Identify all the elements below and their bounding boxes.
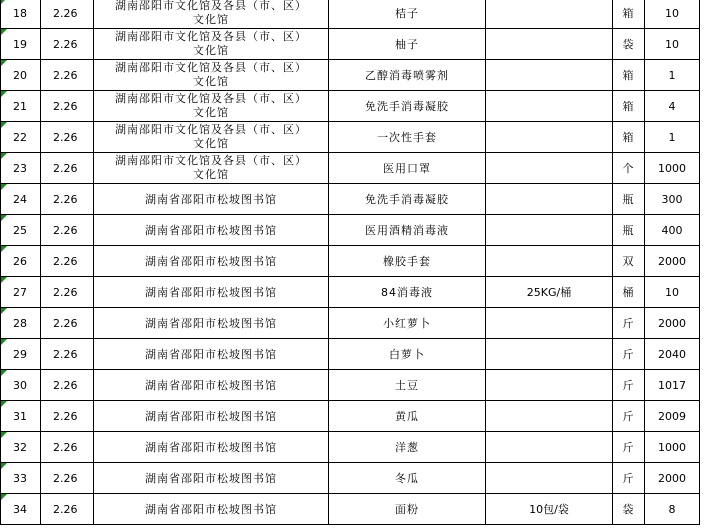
cell-qty[interactable]: 2000 xyxy=(645,308,700,339)
cell-date[interactable]: 2.26 xyxy=(41,339,94,370)
cell-qty[interactable]: 10 xyxy=(645,277,700,308)
cell-no[interactable] xyxy=(1,308,41,339)
cell-item[interactable]: 白萝卜 xyxy=(329,339,486,370)
cell-spec[interactable] xyxy=(486,60,613,91)
comment-marker-icon xyxy=(1,246,7,252)
cell-spec[interactable] xyxy=(486,370,613,401)
cell-unit[interactable] xyxy=(94,60,329,91)
cell-date[interactable]: 2.26 xyxy=(41,153,94,184)
row-number: 30 xyxy=(13,378,27,392)
cell-uom[interactable]: 斤 xyxy=(613,401,645,432)
cell-unit[interactable] xyxy=(94,91,329,122)
cell-item[interactable]: 免洗手消毒凝胶 xyxy=(329,91,486,122)
comment-marker-icon xyxy=(1,91,7,97)
cell-uom[interactable]: 斤 xyxy=(613,370,645,401)
unit-line-1: 湖南邵阳市文化馆及各县（市、区） xyxy=(115,123,307,136)
cell-spec[interactable] xyxy=(486,339,613,370)
cell-item[interactable]: 柚子 xyxy=(329,29,486,60)
cell-no[interactable] xyxy=(1,277,41,308)
cell-spec[interactable] xyxy=(486,246,613,277)
cell-unit[interactable]: 湖南省邵阳市松坡图书馆 xyxy=(94,277,329,308)
cell-item[interactable]: 一次性手套 xyxy=(329,122,486,153)
cell-date[interactable]: 2.26 xyxy=(41,246,94,277)
cell-no[interactable] xyxy=(1,0,41,29)
unit-line-1: 湖南邵阳市文化馆及各县（市、区） xyxy=(115,0,307,12)
comment-marker-icon xyxy=(1,122,7,128)
cell-no[interactable] xyxy=(1,91,41,122)
comment-marker-icon xyxy=(1,370,7,376)
cell-spec[interactable] xyxy=(486,463,613,494)
cell-spec[interactable] xyxy=(486,184,613,215)
cell-no[interactable] xyxy=(1,339,41,370)
cell-no[interactable] xyxy=(1,122,41,153)
row-number: 23 xyxy=(13,161,27,175)
cell-date[interactable]: 2.26 xyxy=(41,308,94,339)
cell-item[interactable]: 洋葱 xyxy=(329,432,486,463)
table-row[interactable] xyxy=(1,91,700,122)
unit-line-1: 湖南邵阳市文化馆及各县（市、区） xyxy=(115,92,307,105)
cell-uom[interactable]: 个 xyxy=(613,153,645,184)
cell-spec[interactable] xyxy=(486,308,613,339)
cell-unit[interactable] xyxy=(94,153,329,184)
cell-item[interactable]: 医用口罩 xyxy=(329,153,486,184)
cell-no[interactable] xyxy=(1,153,41,184)
row-number: 34 xyxy=(13,502,27,516)
cell-item[interactable]: 乙醇消毒喷雾剂 xyxy=(329,60,486,91)
comment-marker-icon xyxy=(1,432,7,438)
cell-no[interactable] xyxy=(1,246,41,277)
row-number: 22 xyxy=(13,130,27,144)
cell-unit[interactable]: 湖南省邵阳市松坡图书馆 xyxy=(94,246,329,277)
table-row[interactable] xyxy=(1,494,700,525)
cell-unit[interactable]: 湖南省邵阳市松坡图书馆 xyxy=(94,215,329,246)
table-row[interactable] xyxy=(1,153,700,184)
row-number: 19 xyxy=(13,37,27,51)
table-row[interactable] xyxy=(1,122,700,153)
row-number: 29 xyxy=(13,347,27,361)
cell-spec[interactable]: 25KG/桶 xyxy=(486,277,613,308)
cell-uom[interactable]: 袋 xyxy=(613,29,645,60)
cell-item[interactable]: 84消毒液 xyxy=(329,277,486,308)
table-row[interactable] xyxy=(1,370,700,401)
cell-unit[interactable]: 湖南省邵阳市松坡图书馆 xyxy=(94,184,329,215)
cell-date[interactable]: 2.26 xyxy=(41,432,94,463)
cell-item[interactable]: 冬瓜 xyxy=(329,463,486,494)
cell-uom[interactable]: 箱 xyxy=(613,122,645,153)
unit-line-1: 湖南邵阳市文化馆及各县（市、区） xyxy=(115,154,307,167)
cell-item[interactable]: 小红萝卜 xyxy=(329,308,486,339)
cell-uom[interactable]: 斤 xyxy=(613,463,645,494)
comment-marker-icon xyxy=(1,153,7,159)
cell-date[interactable]: 2.26 xyxy=(41,494,94,525)
row-number: 20 xyxy=(13,68,27,82)
table-row[interactable] xyxy=(1,0,700,29)
cell-qty[interactable]: 400 xyxy=(645,215,700,246)
table-body xyxy=(1,0,700,525)
cell-qty[interactable]: 10 xyxy=(645,29,700,60)
cell-qty[interactable]: 10 xyxy=(645,0,700,29)
cell-uom[interactable]: 双 xyxy=(613,246,645,277)
cell-date[interactable]: 2.26 xyxy=(41,184,94,215)
cell-spec[interactable] xyxy=(486,215,613,246)
comment-marker-icon xyxy=(1,184,7,190)
cell-qty[interactable]: 2040 xyxy=(645,339,700,370)
comment-marker-icon xyxy=(1,494,7,500)
cell-date[interactable]: 2.26 xyxy=(41,60,94,91)
unit-line-2: 文化馆 xyxy=(193,106,229,119)
row-number: 24 xyxy=(13,192,27,206)
cell-spec[interactable]: 10包/袋 xyxy=(486,494,613,525)
table-row[interactable] xyxy=(1,339,700,370)
comment-marker-icon xyxy=(1,339,7,345)
comment-marker-icon xyxy=(1,463,7,469)
comment-marker-icon xyxy=(1,0,7,4)
row-number: 26 xyxy=(13,254,27,268)
cell-unit[interactable]: 湖南省邵阳市松坡图书馆 xyxy=(94,370,329,401)
cell-uom[interactable]: 瓶 xyxy=(613,184,645,215)
cell-unit[interactable]: 湖南省邵阳市松坡图书馆 xyxy=(94,432,329,463)
cell-uom[interactable]: 袋 xyxy=(613,494,645,525)
cell-item[interactable]: 桔子 xyxy=(329,0,486,29)
cell-unit[interactable] xyxy=(94,122,329,153)
cell-spec[interactable] xyxy=(486,153,613,184)
table-row[interactable] xyxy=(1,401,700,432)
cell-unit[interactable] xyxy=(94,29,329,60)
cell-spec[interactable] xyxy=(486,401,613,432)
cell-uom[interactable]: 斤 xyxy=(613,432,645,463)
cell-qty[interactable]: 1 xyxy=(645,122,700,153)
comment-marker-icon xyxy=(1,277,7,283)
cell-qty[interactable]: 1000 xyxy=(645,432,700,463)
cell-unit[interactable] xyxy=(94,0,329,29)
cell-date[interactable]: 2.26 xyxy=(41,277,94,308)
cell-item[interactable]: 土豆 xyxy=(329,370,486,401)
row-number: 25 xyxy=(13,223,27,237)
cell-qty[interactable]: 300 xyxy=(645,184,700,215)
cell-no[interactable] xyxy=(1,401,41,432)
cell-spec[interactable] xyxy=(486,0,613,29)
cell-uom[interactable]: 瓶 xyxy=(613,215,645,246)
cell-qty[interactable]: 1 xyxy=(645,60,700,91)
unit-line-2: 文化馆 xyxy=(193,13,229,26)
cell-spec[interactable] xyxy=(486,29,613,60)
cell-item[interactable]: 黄瓜 xyxy=(329,401,486,432)
cell-no[interactable] xyxy=(1,370,41,401)
cell-spec[interactable] xyxy=(486,91,613,122)
cell-qty[interactable]: 2000 xyxy=(645,463,700,494)
cell-qty[interactable]: 8 xyxy=(645,494,700,525)
table-row[interactable] xyxy=(1,215,700,246)
cell-no[interactable] xyxy=(1,184,41,215)
unit-line-2: 文化馆 xyxy=(193,75,229,88)
table-row[interactable] xyxy=(1,432,700,463)
cell-uom[interactable]: 斤 xyxy=(613,339,645,370)
cell-no[interactable] xyxy=(1,432,41,463)
cell-spec[interactable] xyxy=(486,122,613,153)
cell-no[interactable] xyxy=(1,215,41,246)
table-row[interactable] xyxy=(1,29,700,60)
cell-date[interactable]: 2.26 xyxy=(41,0,94,29)
cell-unit[interactable]: 湖南省邵阳市松坡图书馆 xyxy=(94,339,329,370)
cell-spec[interactable] xyxy=(486,432,613,463)
cell-item[interactable]: 免洗手消毒凝胶 xyxy=(329,184,486,215)
cell-date[interactable]: 2.26 xyxy=(41,122,94,153)
unit-line-1: 湖南邵阳市文化馆及各县（市、区） xyxy=(115,61,307,74)
cell-uom[interactable]: 桶 xyxy=(613,277,645,308)
cell-no[interactable] xyxy=(1,494,41,525)
row-number: 21 xyxy=(13,99,27,113)
comment-marker-icon xyxy=(1,401,7,407)
cell-date[interactable]: 2.26 xyxy=(41,370,94,401)
comment-marker-icon xyxy=(1,29,7,35)
cell-qty[interactable]: 1017 xyxy=(645,370,700,401)
cell-no[interactable] xyxy=(1,60,41,91)
row-number: 28 xyxy=(13,316,27,330)
cell-uom[interactable]: 箱 xyxy=(613,91,645,122)
cell-item[interactable]: 面粉 xyxy=(329,494,486,525)
row-number: 31 xyxy=(13,409,27,423)
cell-unit[interactable]: 湖南省邵阳市松坡图书馆 xyxy=(94,308,329,339)
cell-uom[interactable]: 斤 xyxy=(613,308,645,339)
table-row[interactable] xyxy=(1,308,700,339)
cell-qty[interactable]: 4 xyxy=(645,91,700,122)
cell-no[interactable] xyxy=(1,29,41,60)
cell-qty[interactable]: 2009 xyxy=(645,401,700,432)
cell-item[interactable]: 医用酒精消毒液 xyxy=(329,215,486,246)
unit-line-2: 文化馆 xyxy=(193,44,229,57)
cell-qty[interactable]: 2000 xyxy=(645,246,700,277)
table-row[interactable] xyxy=(1,463,700,494)
comment-marker-icon xyxy=(1,215,7,221)
table-row[interactable] xyxy=(1,246,700,277)
table-row[interactable] xyxy=(1,184,700,215)
comment-marker-icon xyxy=(1,308,7,314)
unit-line-2: 文化馆 xyxy=(193,168,229,181)
table-row[interactable] xyxy=(1,277,700,308)
cell-unit[interactable]: 湖南省邵阳市松坡图书馆 xyxy=(94,463,329,494)
unit-line-1: 湖南邵阳市文化馆及各县（市、区） xyxy=(115,30,307,43)
cell-date[interactable]: 2.26 xyxy=(41,463,94,494)
cell-unit[interactable]: 湖南省邵阳市松坡图书馆 xyxy=(94,401,329,432)
cell-unit[interactable]: 湖南省邵阳市松坡图书馆 xyxy=(94,494,329,525)
cell-qty[interactable]: 1000 xyxy=(645,153,700,184)
table-row[interactable] xyxy=(1,60,700,91)
unit-line-2: 文化馆 xyxy=(193,137,229,150)
row-number: 32 xyxy=(13,440,27,454)
cell-item[interactable]: 橡胶手套 xyxy=(329,246,486,277)
cell-date[interactable]: 2.26 xyxy=(41,215,94,246)
comment-marker-icon xyxy=(1,60,7,66)
row-number: 18 xyxy=(13,6,27,20)
cell-date[interactable]: 2.26 xyxy=(41,29,94,60)
cell-date[interactable]: 2.26 xyxy=(41,91,94,122)
row-number: 27 xyxy=(13,285,27,299)
cell-no[interactable] xyxy=(1,463,41,494)
cell-uom[interactable]: 箱 xyxy=(613,0,645,29)
cell-uom[interactable]: 箱 xyxy=(613,60,645,91)
cell-date[interactable]: 2.26 xyxy=(41,401,94,432)
row-number: 33 xyxy=(13,471,27,485)
